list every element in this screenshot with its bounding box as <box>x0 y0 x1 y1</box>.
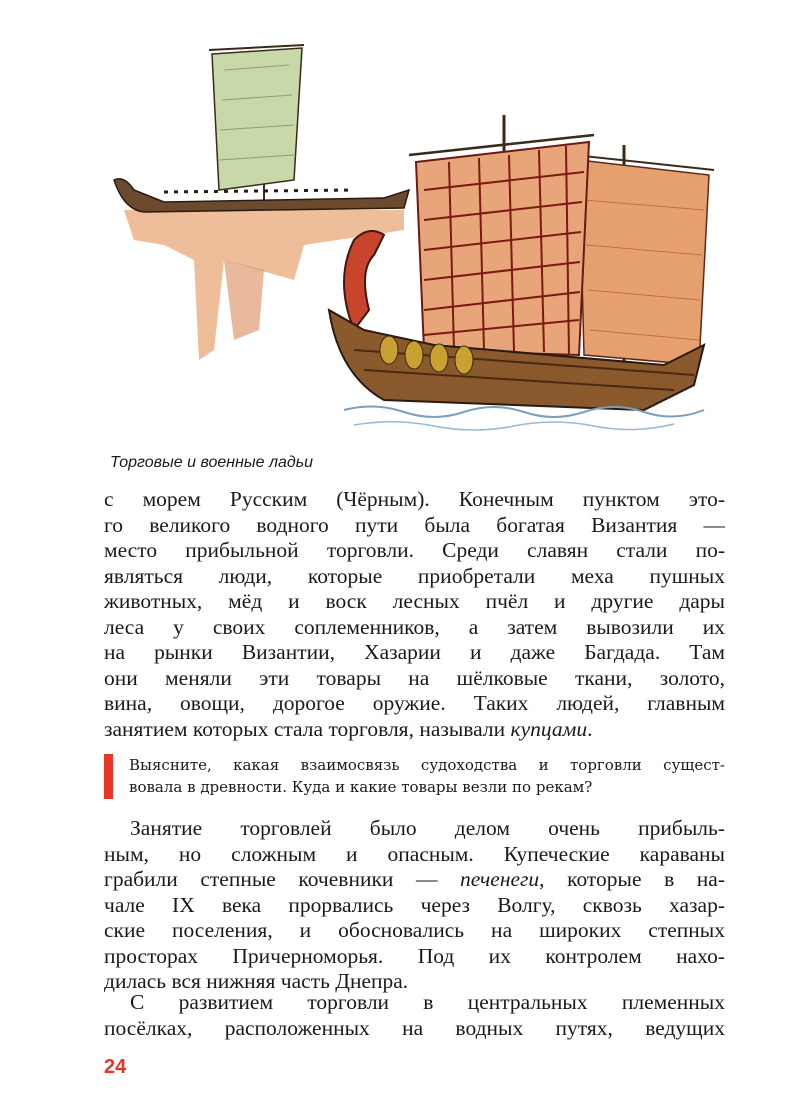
page-number: 24 <box>104 1056 127 1078</box>
text-line: они меняли эти товары на шёлковые ткани, золото, <box>104 665 725 690</box>
text-line: просторах Причерноморья. Под их контролем нахо- <box>104 943 725 968</box>
task-marker-bar <box>104 754 113 799</box>
paragraph-pechenegs <box>104 816 725 995</box>
text-line: на рынки Византии, Хазарии и даже Багдада. Там <box>104 640 725 664</box>
text-line: с морем Русским (Чёрным). Конечным пунктом это- <box>104 487 725 511</box>
task-text <box>129 754 725 798</box>
text-line: леса у своих соплеменников, а затем вывозили их <box>104 614 725 639</box>
text-line: С развитием торговли в центральных племенных <box>130 990 725 1014</box>
dragon-prow <box>344 231 384 330</box>
task-line: вовала в древности. Куда и какие товары везли по рекам? <box>129 778 593 796</box>
text-line: занятием которых стала торговля, называли купцами. <box>104 716 593 741</box>
paragraph-trade-development <box>104 990 725 1041</box>
text-line: посёлках, расположенных на водных путях, ведущих <box>104 1015 725 1040</box>
text-line: го великого водного пути была богатая Византия — <box>104 512 725 537</box>
text-line: ские поселения, и обосновались на широких степных <box>104 918 725 942</box>
text-line: дилась вся нижняя часть Днепра. <box>104 969 409 993</box>
term-merchants: купцами <box>510 716 588 741</box>
back-sail <box>579 160 709 365</box>
text-line: грабили степные кочевники — печенеги, которые в на- <box>104 867 725 891</box>
task-box <box>104 754 725 806</box>
text-line: животных, мёд и воск лесных пчёл и другие дары <box>104 589 725 613</box>
text-line: вина, овощи, дорогое оружие. Таких людей, главным <box>104 691 725 715</box>
text-line: Занятие торговлей было делом очень прибыль- <box>130 816 725 840</box>
paragraph-merchants <box>104 487 725 742</box>
task-line: Выясните, какая взаимосвязь судоходства и торговли сущест- <box>129 756 725 774</box>
text-line: место прибыльной торговли. Среди славян стали по- <box>104 538 725 562</box>
text-line: являться люди, которые приобретали меха пушных <box>104 563 725 588</box>
term-pechenegs: печенеги <box>460 867 540 891</box>
text-line: ным, но сложным и опасным. Купеческие караваны <box>104 841 725 866</box>
figure-caption: Торговые и военные ладьи <box>110 454 314 471</box>
green-sail <box>212 48 302 190</box>
text-line: чале IX века прорвались через Волгу, сквозь хазар- <box>104 892 725 917</box>
boats-illustration <box>104 30 724 450</box>
